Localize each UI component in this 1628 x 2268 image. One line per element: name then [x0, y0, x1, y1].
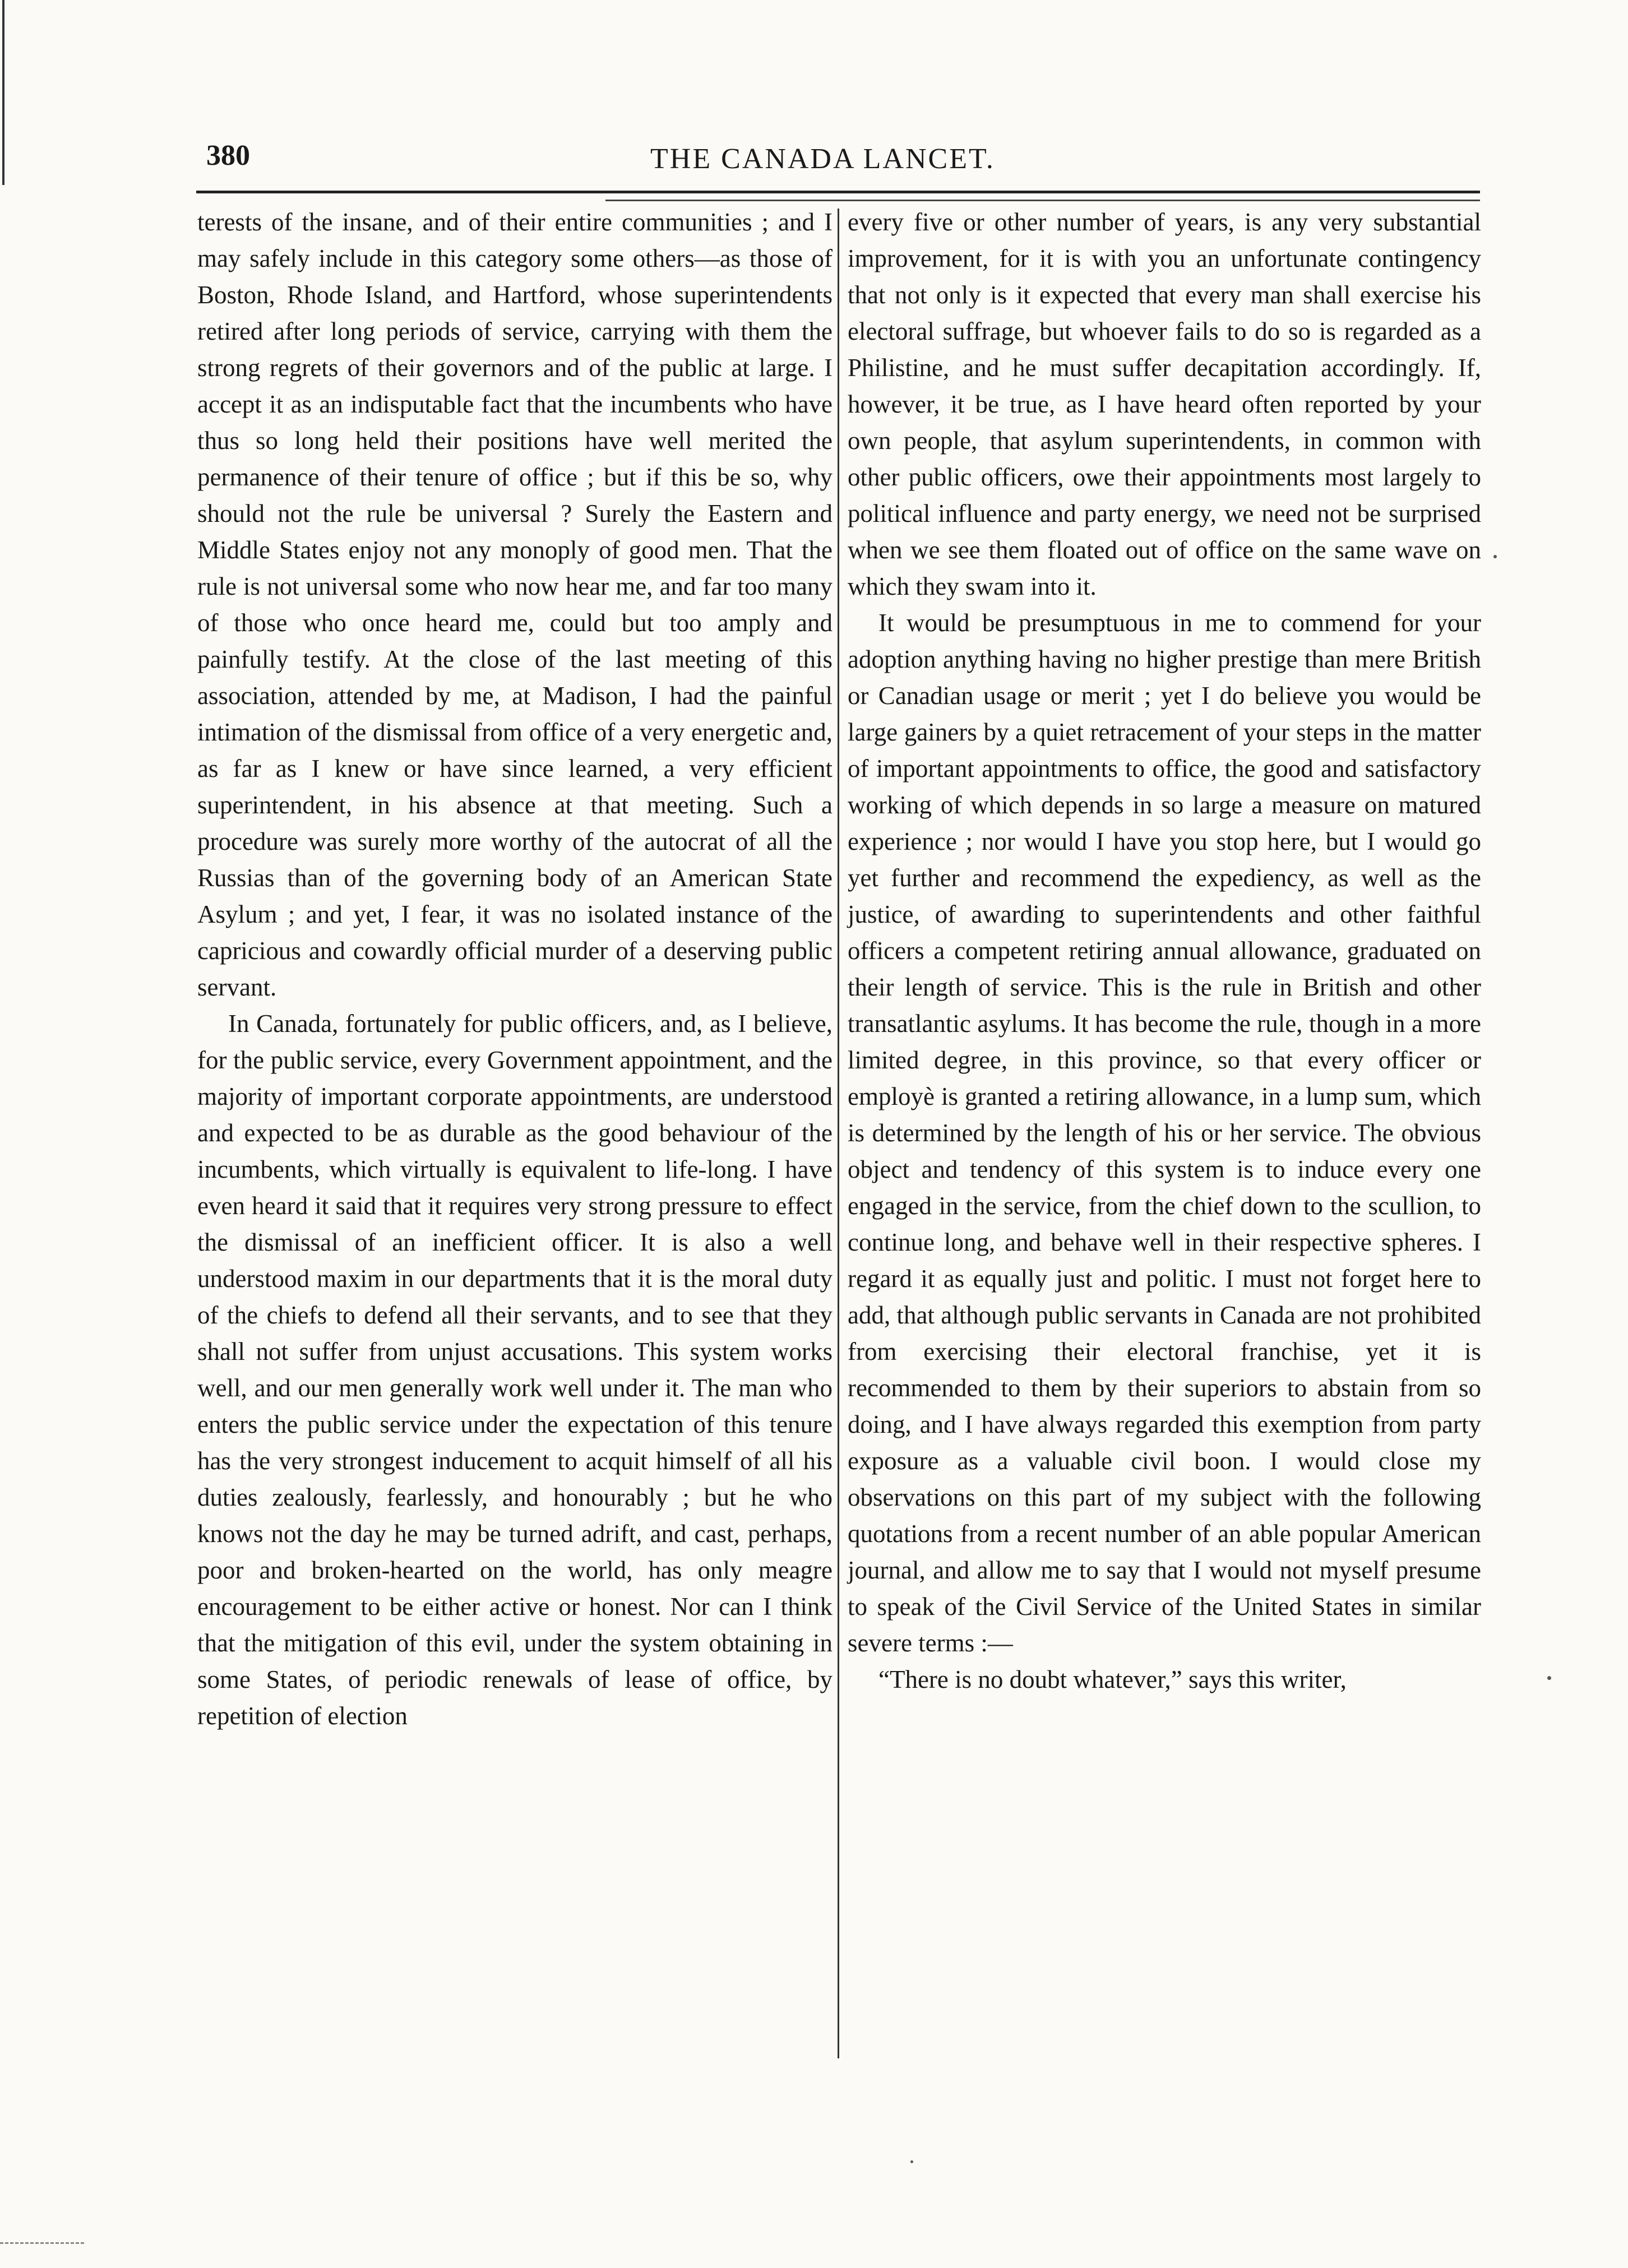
scan-edge-line [2, 0, 4, 185]
right-paragraph-3: “There is no doubt whatever,” says this writer, [878, 1665, 1347, 1693]
page-number: 380 [206, 140, 250, 172]
scan-bottom-mark [0, 2242, 84, 2244]
left-column [197, 204, 832, 1734]
left-paragraph-2: In Canada, fortunately for public officers, and, as I believe, for the public service, every Government appointment, and the majority of important corporate appointments, are understood and expected to be as durable as the good behaviour of the incumbents, which virtually is equivalent to life-long. I have even heard it said that it requires very strong pressure to effect the dismissal of an inefficient officer. It is also a well understood maxim in our departments that it is the moral duty of the chiefs to defend all their servants, and to see that they shall not suffer from unjust accusations. This system works well, and our men generally work well under it. The man who enters the public service under the expectation of this tenure has the very strongest inducement to acquit himself of all his duties zealously, fearlessly, and honourably ; but he who knows not the day he may be turned adrift, and cast, perhaps, poor and broken-hearted on the world, has only meagre encouragement to be either active or honest. Nor can I think that the mitigation of this evil, under the system obtaining in some States, of periodic renewals of lease of office, by repetition of election [197, 1010, 832, 1730]
right-column [848, 204, 1481, 1698]
running-title: THE CANADA LANCET. [650, 143, 995, 175]
left-paragraph-1: terests of the insane, and of their entire communities ; and I may safely include in this category some others—as those of Boston, Rhode Island, and Hartford, whose superintendents retired after long periods of service, carrying with them the strong regrets of their governors and of the public at large. I accept it as an indisputable fact that the incumbents who have thus so long held their positions have well merited the permanence of their tenure of office ; but if this be so, why should not the rule be universal ? Surely the Eastern and Middle States enjoy not any monoply of good men. That the rule is not universal some who now hear me, and far too many of those who once heard me, could but too amply and painfully testify. At the close of the last meeting of this association, attended by me, at Madison, I had the painful intimation of the dismissal from office of a very energetic and, as far as I knew or have since learned, a very efficient superintendent, in his absence at that meeting. Such a procedure was surely more worthy of the autocrat of all the Russias than of the governing body of an American State Asylum ; and yet, I fear, it was no isolated instance of the capricious and cowardly official murder of a deserving public servant. [197, 208, 832, 1001]
scan-speck [910, 2160, 913, 2163]
scan-speck [1547, 1676, 1551, 1680]
right-paragraph-2: It would be presumptuous in me to commend for your adoption anything having no higher prestige than mere British or Canadian usage or merit ; yet I do believe you would be large gainers by a quiet retracement of your steps in the matter of important appointments to office, the good and satisfactory working of which depends in so large a measure on matured experience ; nor would I have you stop here, but I would go yet further and recommend the expediency, as well as the justice, of awarding to superintendents and other faithful officers a competent retiring annual allowance, graduated on their length of service. This is the rule in British and other transatlantic asylums. It has become the rule, though in a more limited degree, in this province, so that every officer or employè is granted a retiring allowance, in a lump sum, which is determined by the length of his or her service. The obvious object and tendency of this system is to induce every one engaged in the service, from the chief down to the scullion, to continue long, and behave well in their respective spheres. I regard it as equally just and politic. I must not forget here to add, that although public servants in Canada are not prohibited from exercising their electoral franchise, yet it is recommended to them by their superiors to abstain from so doing, and I have always regarded this exemption from party exposure as a valuable civil boon. I would close my observations on this part of my subject with the following quotations from a recent number of an able popular American journal, and allow me to say that I would not myself presume to speak of the Civil Service of the United States in similar severe terms :— [848, 609, 1481, 1657]
right-paragraph-1: every five or other number of years, is any very substantial improvement, for it is with you an unfortunate contingency that not only is it expected that every man shall exercise his electoral suffrage, but whoever fails to do so is regarded as a Philistine, and he must suffer decapitation accordingly. If, however, it be true, as I have heard often reported by your own people, that asylum superintendents, in common with other public officers, owe their appointments most largely to political influence and party energy, we need not be surprised when we see them floated out of office on the same wave on which they swam into it. [848, 208, 1481, 600]
header-rule [196, 191, 1480, 193]
column-divider [838, 209, 839, 2058]
scan-speck [1493, 555, 1497, 558]
header-rule-secondary [605, 200, 1480, 201]
